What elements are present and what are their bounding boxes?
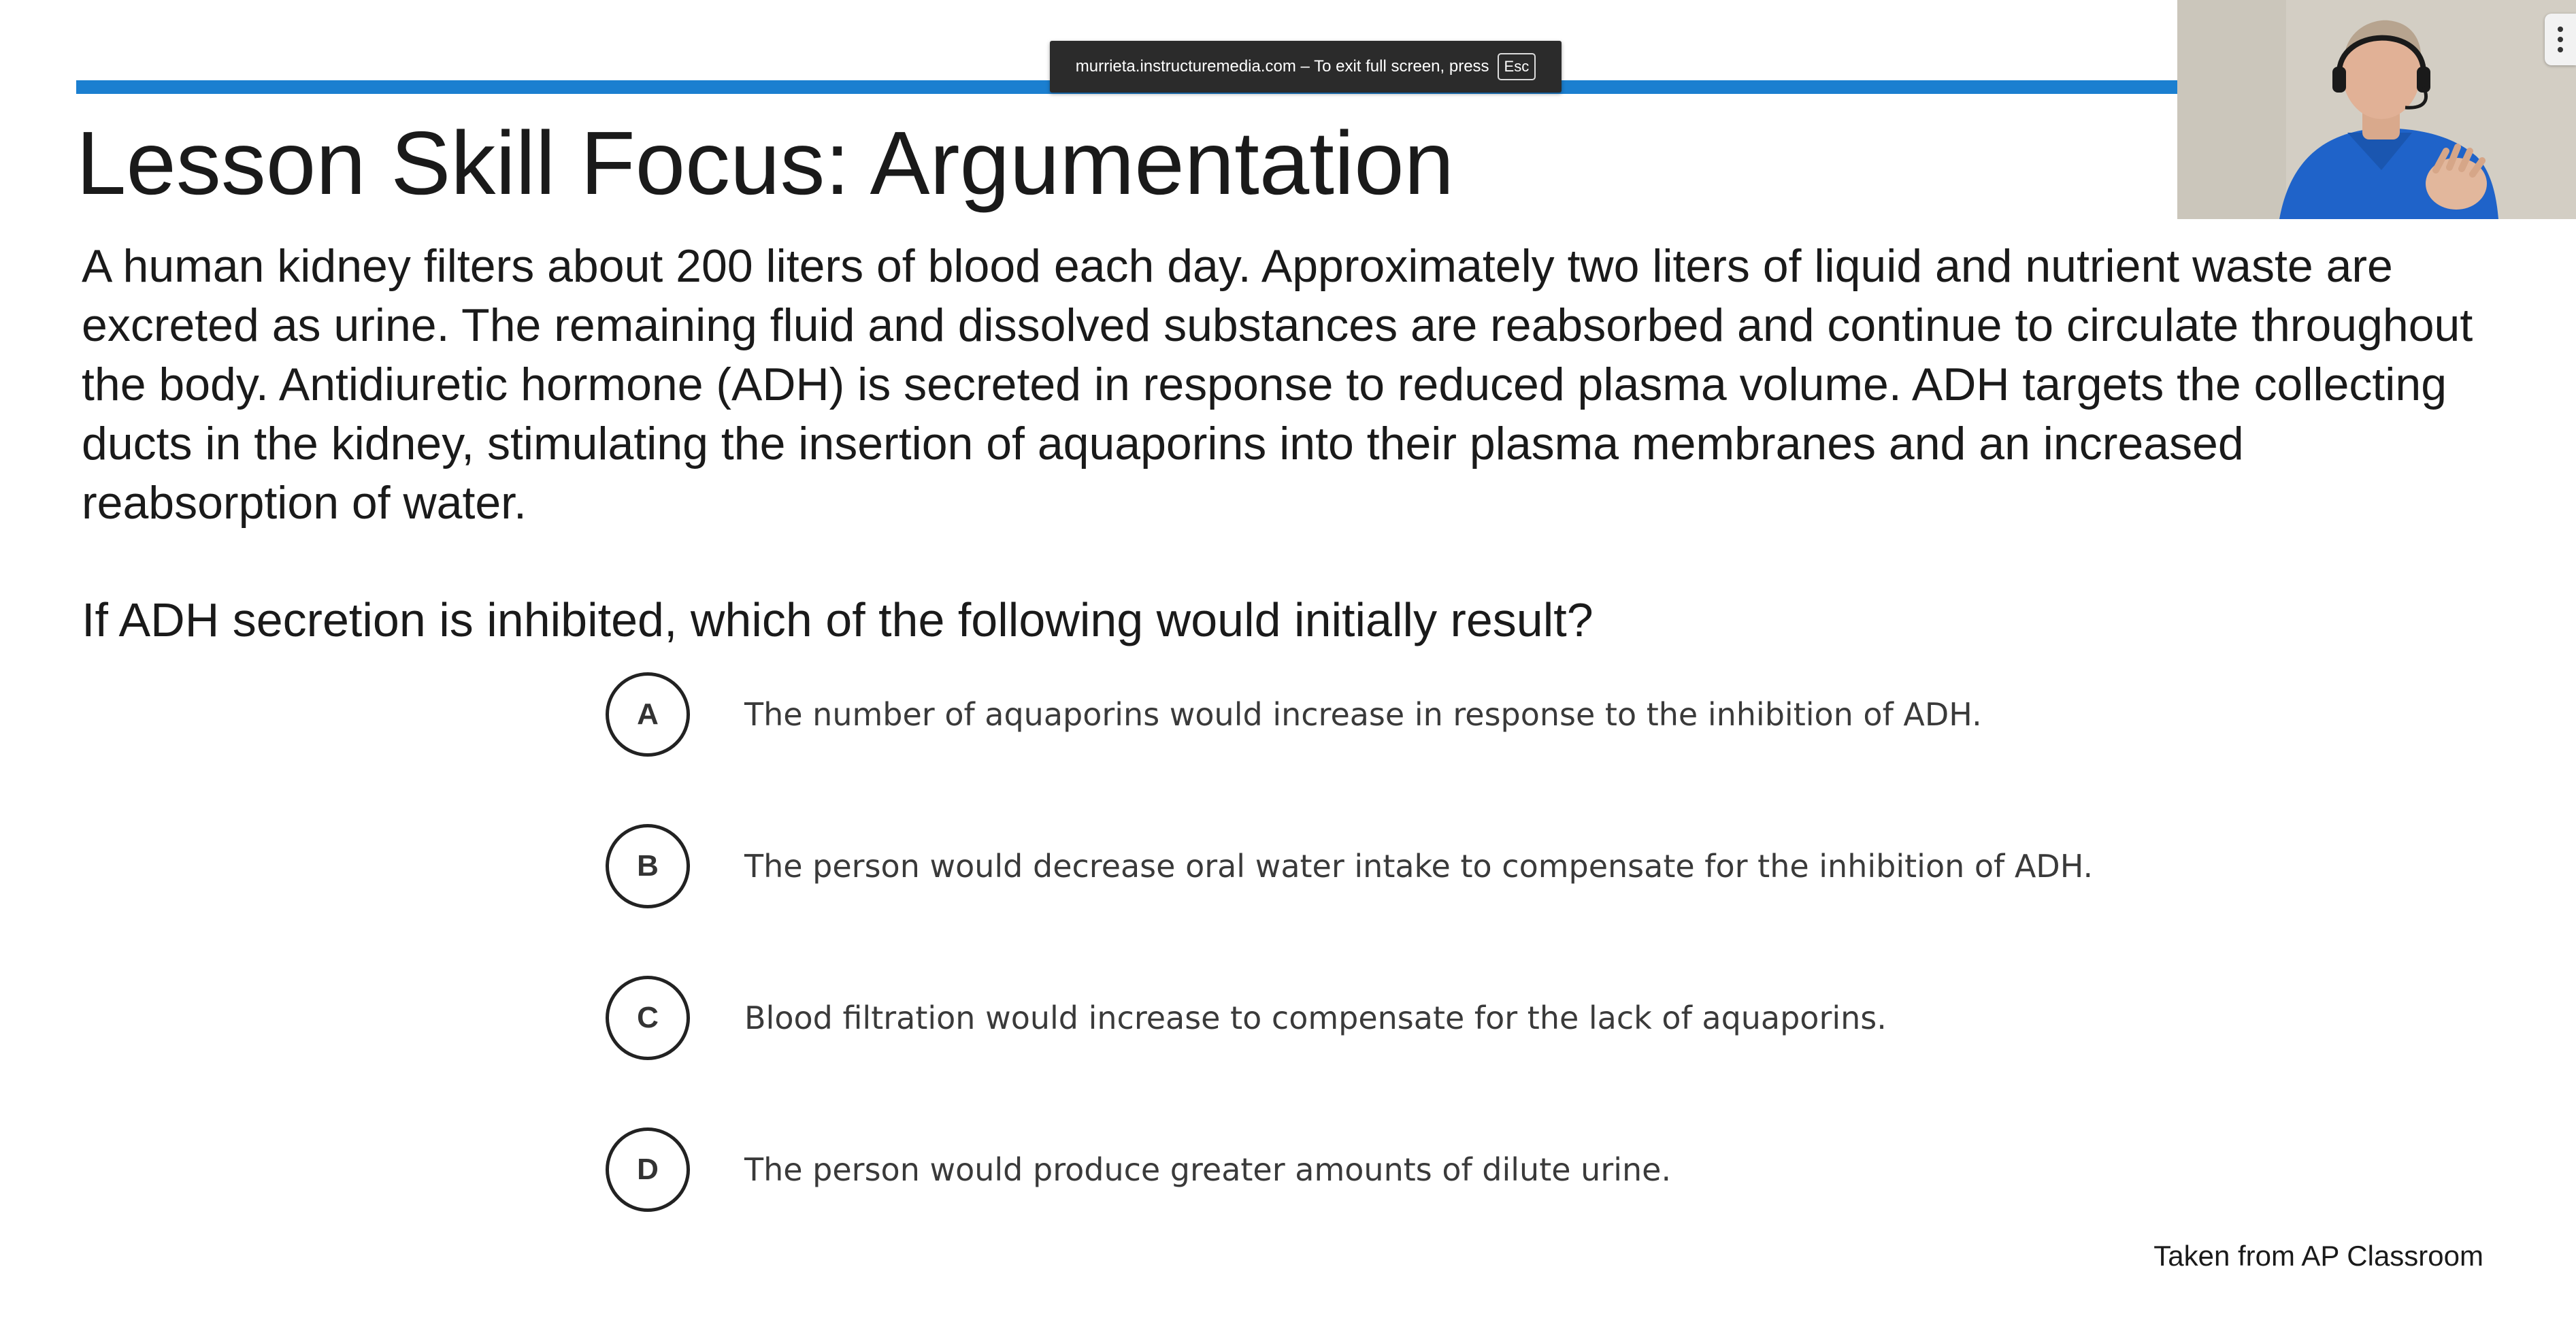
choice-b[interactable] [606, 819, 2239, 914]
choice-c[interactable] [606, 970, 2239, 1066]
presenter-webcam[interactable] [2177, 0, 2576, 219]
choice-letter-badge: C [606, 976, 690, 1060]
answer-choices [606, 667, 2239, 1225]
menu-dot [2558, 47, 2563, 52]
presenter-video-icon [2177, 0, 2576, 219]
question-stem: If ADH secretion is inhibited, which of the following would initially result? [82, 593, 1594, 646]
kebab-menu-icon[interactable] [2545, 14, 2576, 65]
choice-d[interactable] [606, 1122, 2239, 1217]
slide-title: Lesson Skill Focus: Argumentation [76, 113, 1455, 213]
source-attribution: Taken from AP Classroom [2153, 1240, 2483, 1272]
menu-dot [2558, 37, 2563, 42]
choice-text: The person would decrease oral water intake to compensate for the inhibition of ADH. [744, 848, 2094, 885]
menu-dot [2558, 27, 2563, 32]
choice-text: The person would produce greater amounts of dilute urine. [744, 1151, 1672, 1188]
fullscreen-notification [1050, 41, 1562, 93]
fullscreen-notification-text: murrieta.instructuremedia.com – To exit full screen, press [1075, 57, 1489, 76]
choice-a[interactable] [606, 667, 2239, 762]
choice-text: The number of aquaporins would increase in response to the inhibition of ADH. [744, 696, 1982, 733]
esc-key-badge: Esc [1498, 53, 1536, 80]
choice-letter-badge: A [606, 672, 690, 757]
choice-letter-badge: B [606, 824, 690, 908]
passage-text: A human kidney filters about 200 liters of blood each day. Approximately two liters of liquid and nutrient waste are excreted as urine. The remaining fluid and dissolved substances are reabsorbed and continue to circulate throughout the body. Antidiuretic hormone (ADH) is secreted in response to reduced plasma volume. ADH targets the collecting ducts in the kidney, stimulating the insertion of aquaporins into their plasma membranes and an increased reabsorption of water. [82, 240, 2473, 529]
choice-letter-badge: D [606, 1127, 690, 1212]
choice-text: Blood filtration would increase to compensate for the lack of aquaporins. [744, 1000, 1887, 1036]
